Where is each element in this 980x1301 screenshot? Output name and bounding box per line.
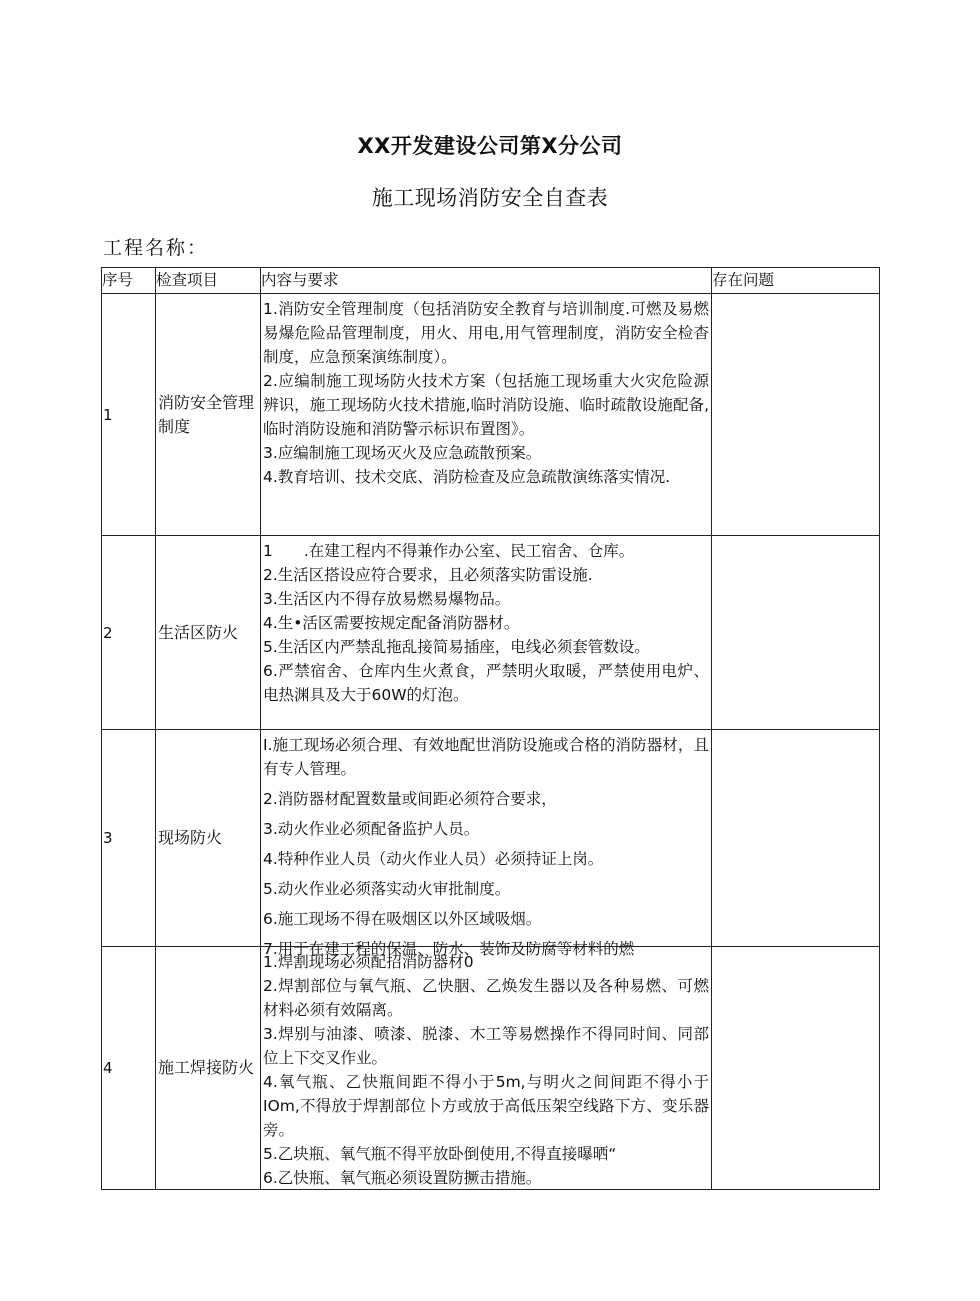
inspection-table	[101, 267, 880, 1190]
requirement: I.施工现场必须合理、有效地配世消防设施或合格的消防器材，且有专人管理。	[263, 736, 709, 778]
row-requirements-cell	[261, 947, 712, 1190]
header-issues: 存在问题	[712, 268, 880, 294]
row-no: 1	[103, 405, 113, 424]
table-row	[102, 730, 880, 947]
requirement: 2.焊割部位与氧气瓶、乙快胭、乙焕发生器以及各种易燃、可燃材料必须有效隔离。	[263, 977, 709, 1019]
row-item-cell	[156, 536, 261, 730]
row-no: 3	[103, 829, 113, 847]
row-no: 4	[103, 1059, 113, 1077]
requirement: 2.消防器材配置数量或间距必须符合要求，	[263, 790, 557, 808]
row-requirements-cell	[261, 294, 712, 536]
requirement: 3.应编制施工现场灭火及应急疏散预案。	[263, 444, 542, 462]
row-item: 消防安全管理制度	[158, 392, 255, 436]
header-item: 检查项目	[156, 268, 261, 294]
row-item-cell	[156, 947, 261, 1190]
project-name-label: 工程名称：	[103, 237, 209, 259]
row-issues[interactable]	[712, 294, 879, 535]
requirement: 2.应编制施工现场防火技术方案（包括施工现场重大火灾危险源辨识，施工现场防火技术措施,临时消防设施、临时疏散设施配备,临时消防设施和消防警示标识布置图》。	[263, 372, 709, 438]
table-header-row	[102, 268, 880, 294]
requirement: 3.生活区内不得存放易燃易爆物品。	[263, 590, 511, 608]
header-requirements: 内容与要求	[261, 268, 712, 294]
requirement: 4.氧气瓶、乙快瓶间距不得小于5m,与明火之间间距不得小于IOm,不得放于焊割部位卜方或放于高低压架空线路下方、变乐器旁。	[263, 1073, 709, 1139]
requirement: 3.动火作业必须配备监护人员。	[263, 820, 480, 838]
row-requirements-cell	[261, 536, 712, 730]
row-no-cell	[102, 294, 156, 536]
requirement: 6.严禁宿舍、仓库内生火煮食，严禁明火取暖，严禁使用电炉、电热渊具及大于60W的灯泡。	[263, 662, 709, 704]
requirement: 5.生活区内严禁乱拖乱接简易插座，电线必须套管数设。	[263, 638, 650, 656]
row-issues[interactable]	[712, 536, 879, 729]
form-title: 施工现场消防安全自查表	[371, 186, 609, 210]
requirement: 6.施工现场不得在吸烟区以外区域吸烟。	[263, 910, 542, 928]
requirement: 6.乙快瓶、氧气瓶必须设置防撅击措施。	[263, 1169, 542, 1187]
row-item: 施工焊接防火	[158, 1058, 255, 1077]
requirement: 5.动火作业必须落实动火审批制度。	[263, 880, 511, 898]
row-no-cell	[102, 536, 156, 730]
row-no-cell	[102, 730, 156, 947]
requirement: 4.生•活区需要按规定配备消防器材。	[263, 614, 520, 632]
row-issues[interactable]	[712, 730, 879, 946]
requirement: 1 .在建工程内不得兼作办公室、民工宿舍、仓库。	[263, 542, 635, 560]
requirement: 1.消防安全管理制度（包括消防安全教育与培训制度.可燃及易燃易爆危险品管理制度，用火、用电,用气管理制度，消防安全检杳制度，应急预案演练制度）。	[263, 300, 709, 366]
row-item: 现场防火	[158, 828, 223, 847]
requirement: 4.教育培训、技术交底、消防检查及应急疏散演练落实情况.	[263, 468, 671, 486]
row-item-cell	[156, 294, 261, 536]
row-requirements-cell	[261, 730, 712, 958]
table-row	[102, 536, 880, 730]
row-no-cell	[102, 947, 156, 1190]
row-issues-cell[interactable]	[712, 294, 880, 536]
table-row	[102, 947, 880, 1190]
row-issues-cell[interactable]	[712, 947, 880, 1190]
requirement: 5.乙块瓶、氧气瓶不得平放卧倒使用,不得直接曝晒“	[263, 1145, 617, 1163]
header-no: 序号	[102, 268, 156, 294]
requirement: 4.特种作业人员（动火作业人员）必须持证上岗。	[263, 850, 604, 868]
requirement: 7.用于在建工程的保温、防水、装饰及防腐等材料的燃	[263, 940, 635, 958]
row-issues-cell[interactable]	[712, 536, 880, 730]
row-item-cell	[156, 730, 261, 947]
row-item: 生活区防火	[158, 622, 239, 642]
row-no: 2	[103, 623, 113, 642]
row-issues[interactable]	[712, 947, 879, 1189]
table-row	[102, 294, 880, 536]
requirement: 2.生活区搭设应符合要求，且必须落实防雷设施.	[263, 566, 593, 584]
company-title: XX开发建设公司第X分公司	[357, 134, 623, 158]
row-issues-cell[interactable]	[712, 730, 880, 947]
requirement: 3.焊别与油漆、喷漆、脱漆、木工等易燃操作不得同时间、同部位上下交叉作业。	[263, 1025, 709, 1067]
requirement: 1.焊割现场必须配招消防器材0	[263, 953, 474, 971]
